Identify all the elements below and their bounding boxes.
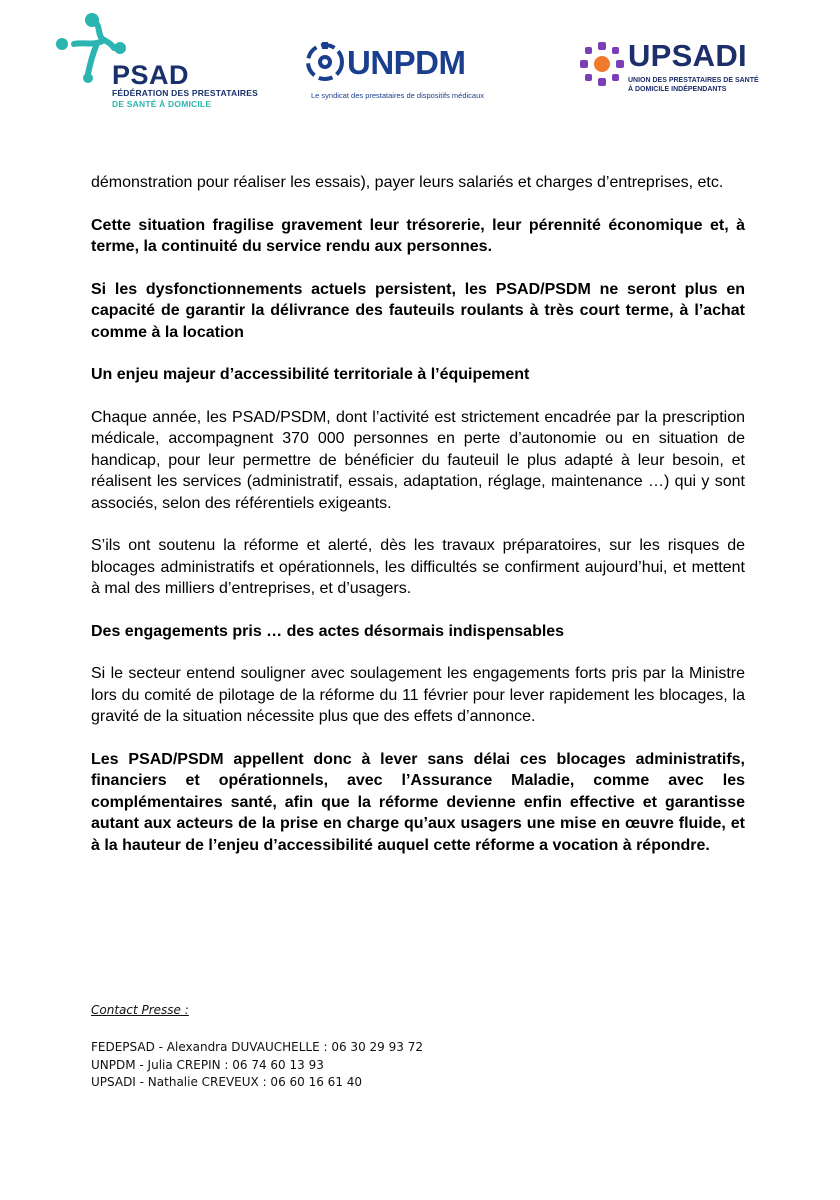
press-contact [91, 1002, 591, 1092]
upsadi-logo [580, 38, 780, 108]
paragraph: Si les dysfonctionnements actuels persistent, les PSAD/PSDM ne seront plus en capacité de garantir la délivrance des fauteuils roulants à très court terme, à l’achat comme à la location [91, 280, 745, 341]
contact-line: FEDEPSAD - Alexandra DUVAUCHELLE : 06 30 29 93 72 [91, 1040, 423, 1054]
paragraph: démonstration pour réaliser les essais), payer leurs salariés et charges d’entreprises, etc. [91, 174, 724, 191]
contact-line: UNPDM - Julia CREPIN : 06 74 60 13 93 [91, 1057, 324, 1072]
upsadi-subtitle: UNION DES PRESTATAIRES DE SANTÉ À DOMICILE INDÉPENDANTS [628, 77, 759, 93]
paragraph: Chaque année, les PSAD/PSDM, dont l’activité est strictement encadrée par la prescription médicale, accompagnent 370 000 personnes en perte d’autonomie ou en situation de handicap, pour leur permettre de bénéficier du fauteuil le plus adapté à leur besoin, et réalisent les services (administratif, essais, adaptation, réglage, maintenance …) qui y sont associés, selon des référentiels exigeants. [91, 408, 745, 512]
paragraph: S’ils ont soutenu la réforme et alerté, dès les travaux préparatoires, sur les risques de blocages administratifs et opérationnels, les difficultés se confirment aujourd’hui, et mettent à mal des milliers d’entreprises, et d’usagers. [91, 537, 745, 597]
section-heading: Des engagements pris … des actes désormais indispensables [91, 622, 565, 640]
unpdm-subtitle: Le syndicat des prestataires de dispositifs médicaux [311, 91, 485, 100]
paragraph: Cette situation fragilise gravement leur trésorerie, leur pérennité économique et, à terme, la continuité du service rendu aux personnes. [91, 216, 745, 255]
psad-subtitle: FÉDÉRATION DES PRESTATAIRES DE SANTÉ À DOMICILE [112, 88, 258, 109]
section-heading: Un enjeu majeur d’accessibilité territoriale à l’équipement [91, 366, 530, 383]
unpdm-logo [305, 40, 505, 110]
unpdm-emblem-icon [305, 42, 345, 84]
paragraph: Si le secteur entend souligner avec soulagement les engagements forts pris par la Ministre lors du comité de pilotage de la réforme du 11 février pour lever rapidement les blocages, la gravité de la situation nécessite plus que des effets d’annonce. [91, 665, 745, 725]
press-release-body [91, 172, 745, 877]
contact-title: Contact Presse : [91, 1003, 189, 1017]
upsadi-wordmark: UPSADI [628, 38, 747, 73]
psad-wordmark: PSAD [112, 60, 190, 90]
psad-logo [52, 8, 272, 118]
paragraph: Les PSAD/PSDM appellent donc à lever sans délai ces blocages administratifs, financiers et opérationnels, avec l’Assurance Maladie, comme avec les complémentaires santé, afin que la réforme devienne enfin effective et garantisse autant aux acteurs de la prise en charge qu’aux usagers une mise en œuvre fluide, et à la hauteur de l’enjeu d’accessibilité auquel cette réforme a vocation à répondre. [91, 750, 745, 854]
upsadi-emblem-icon [580, 42, 624, 88]
unpdm-wordmark: UNPDM [347, 44, 466, 81]
contact-line: UPSADI - Nathalie CREVEUX : 06 60 16 61 40 [91, 1075, 363, 1089]
